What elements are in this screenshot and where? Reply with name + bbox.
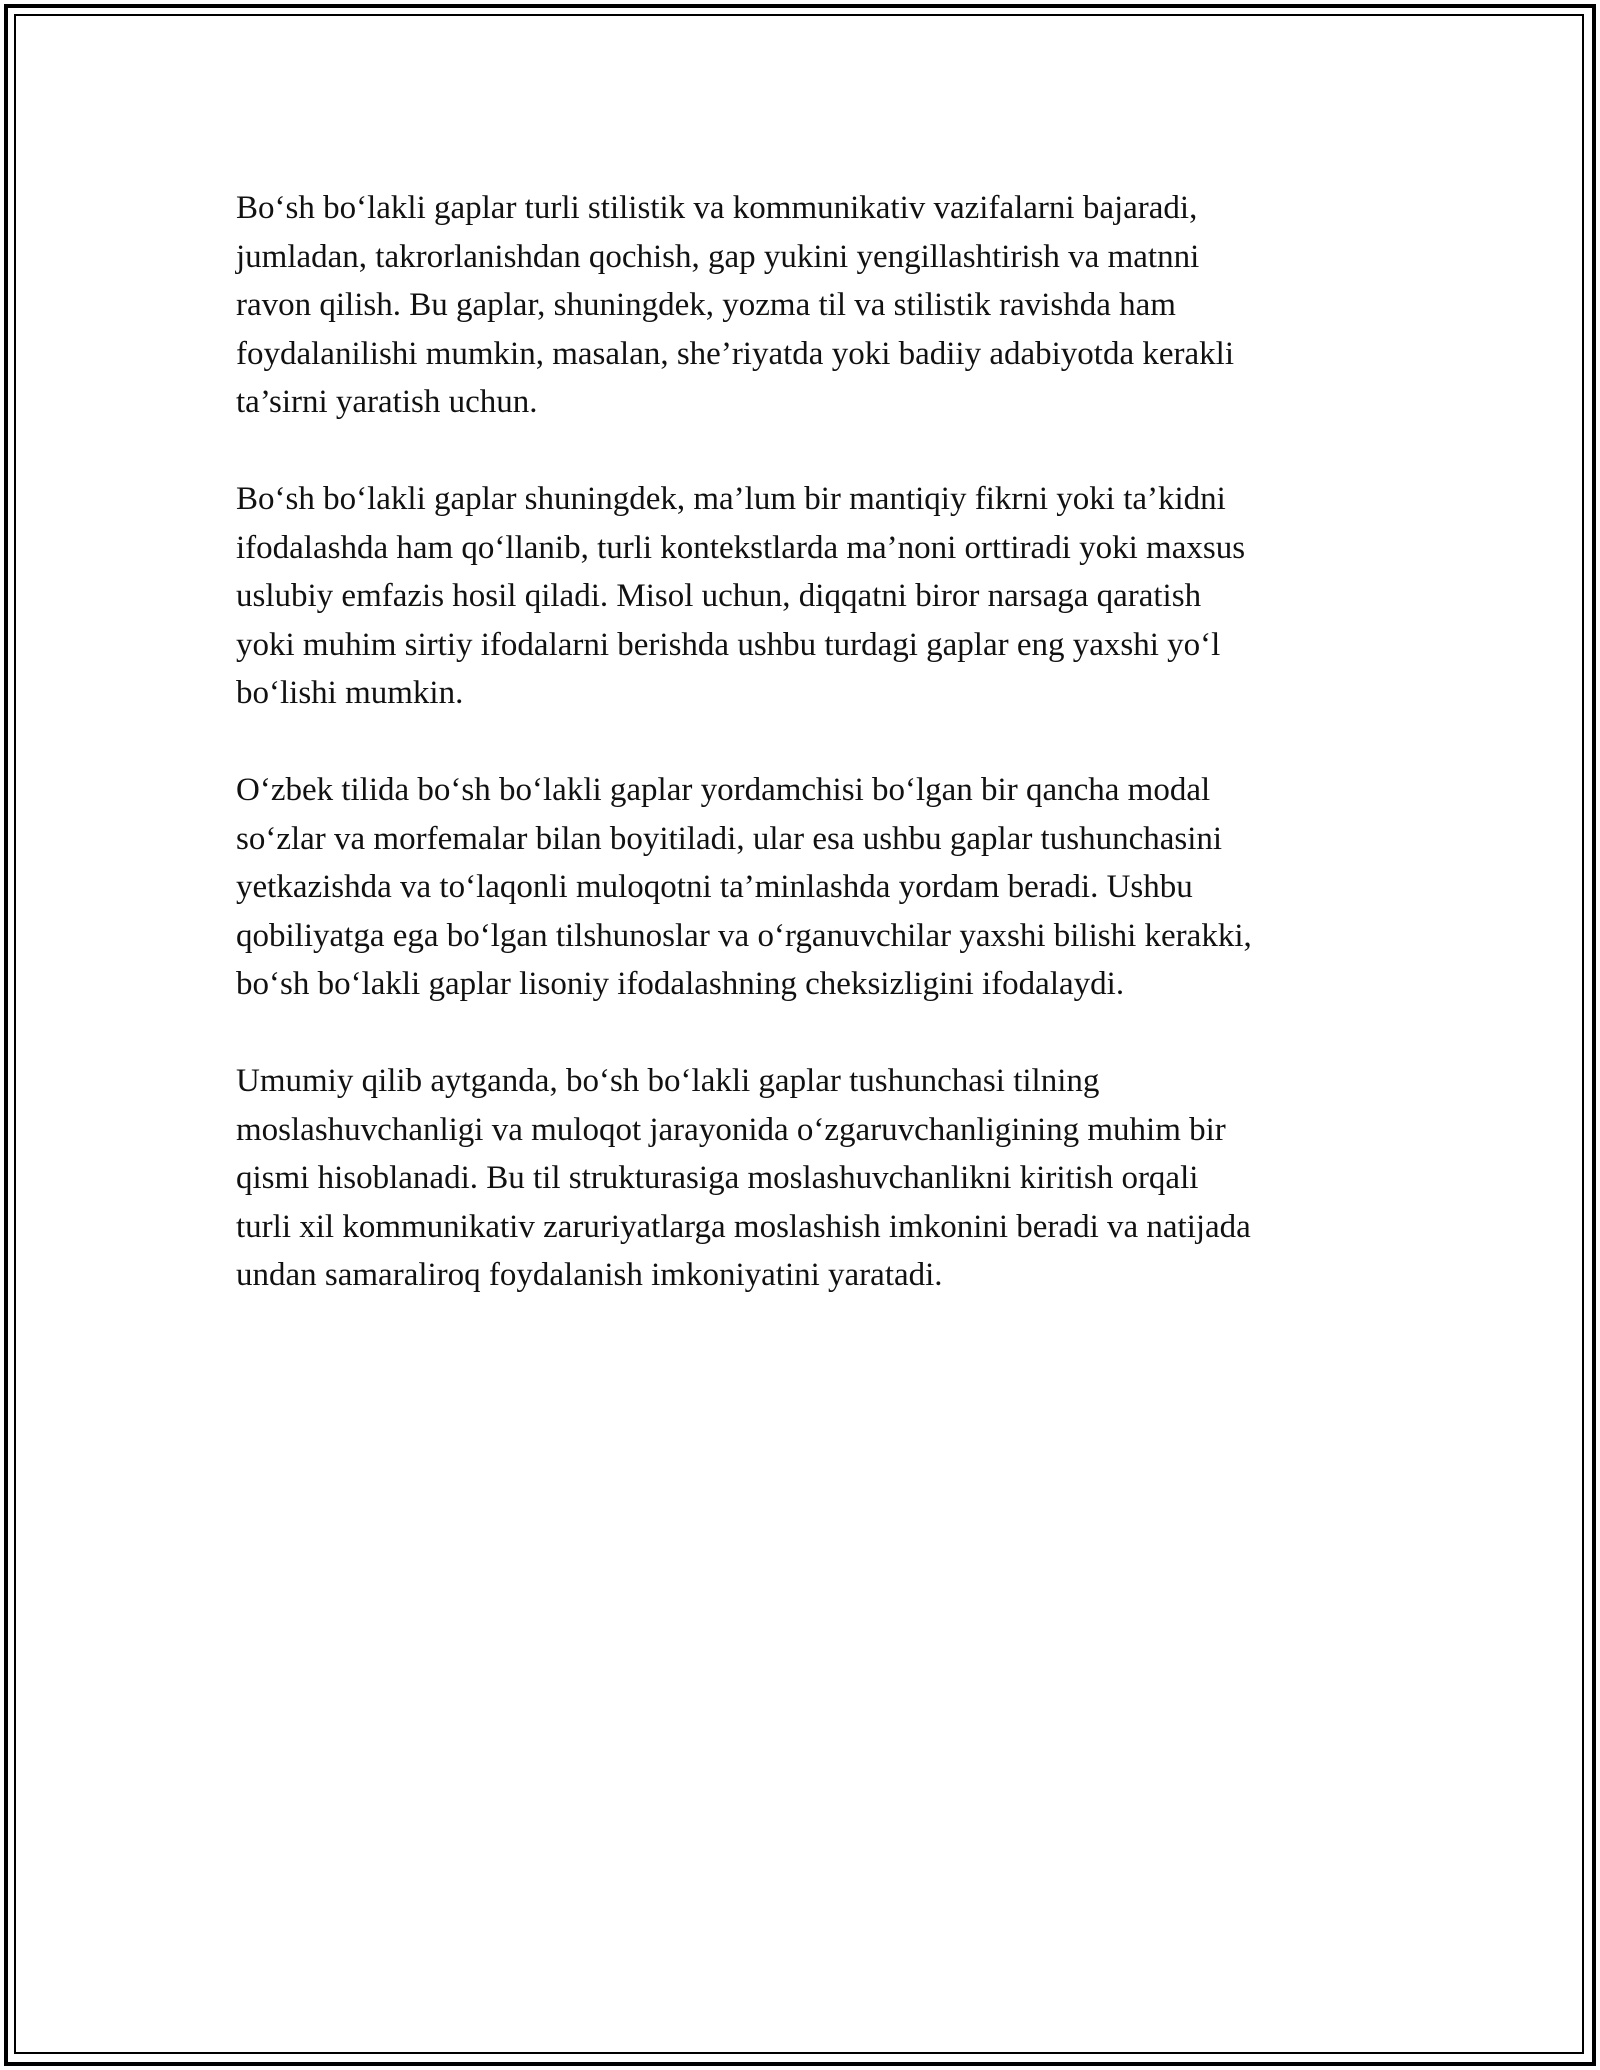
text-line: ifodalashda ham qo‘llanib, turli kontekstlarda ma’noni orttiradi yoki maxsus [236,529,1246,566]
text-line: undan samaraliroq foydalanish imkoniyatini yaratadi. [236,1257,943,1293]
text-line: Bo‘sh bo‘lakli gaplar turli stilistik va kommunikativ vazifalarni bajaradi, [236,190,1198,226]
paragraph-2 [236,475,1376,718]
text-line: ravon qilish. Bu gaplar, shuningdek, yozma til va stilistik ravishda ham [236,287,1176,323]
text-line: Umumiy qilib aytganda, bo‘sh bo‘lakli gaplar tushunchasi tilning [236,1063,1100,1099]
text-line: O‘zbek tilida bo‘sh bo‘lakli gaplar yordamchisi bo‘lgan bir qancha modal [236,772,1211,808]
text-line: bo‘sh bo‘lakli gaplar lisoniy ifodalashning cheksizligini ifodalaydi. [236,966,1125,1002]
paragraph-4 [236,1057,1376,1300]
text-line: Bo‘sh bo‘lakli gaplar shuningdek, ma’lum bir mantiqiy fikrni yoki ta’kidni [236,481,1226,517]
text-line: qobiliyatga ega bo‘lgan tilshunoslar va o‘rganuvchilar yaxshi bilishi kerakki, [236,917,1252,954]
text-line: bo‘lishi mumkin. [236,675,464,711]
text-line: jumladan, takrorlanishdan qochish, gap yukini yengillashtirish va matnni [236,238,1200,275]
text-line: ta’sirni yaratish uchun. [236,384,538,420]
text-line: so‘zlar va morfemalar bilan boyitiladi, ular esa ushbu gaplar tushunchasini [236,820,1223,857]
text-line: qismi hisoblanadi. Bu til strukturasiga moslashuvchanlikni kiritish orqali [236,1160,1199,1196]
paragraph-3 [236,766,1376,1009]
text-line: foydalanilishi mumkin, masalan, she’riyatda yoki badiiy adabiyotda kerakli [236,335,1234,372]
paragraph-1 [236,184,1376,427]
text-line: yetkazishda va to‘laqonli muloqotni ta’minlashda yordam beradi. Ushbu [236,869,1193,905]
text-line: moslashuvchanligi va muloqot jarayonida o‘zgaruvchanligining muhim bir [236,1111,1226,1148]
text-line: yoki muhim sirtiy ifodalarni berishda ushbu turdagi gaplar eng yaxshi yo‘l [236,626,1221,663]
document-body [236,184,1376,1348]
text-line: turli xil kommunikativ zaruriyatlarga moslashish imkonini beradi va natijada [236,1208,1251,1245]
text-line: uslubiy emfazis hosil qiladi. Misol uchun, diqqatni biror narsaga qaratish [236,578,1202,614]
